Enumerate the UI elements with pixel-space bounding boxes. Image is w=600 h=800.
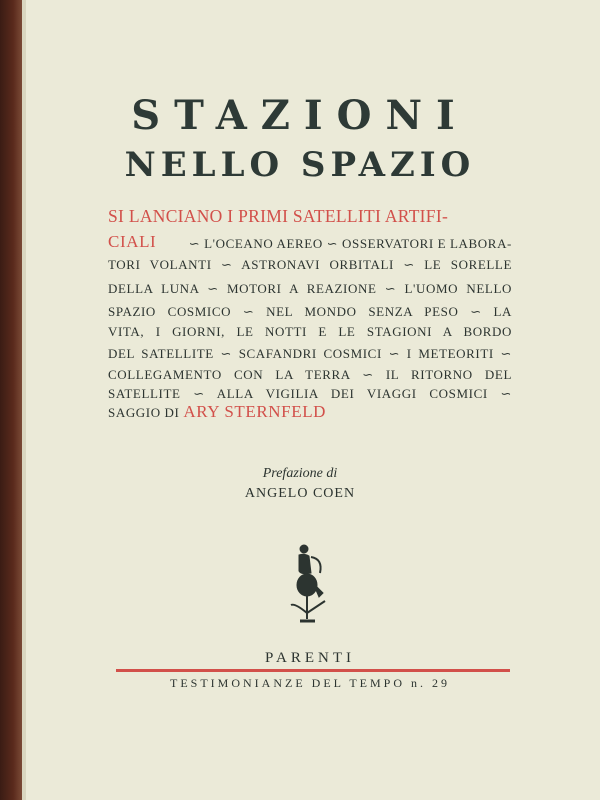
publisher-name: PARENTI (265, 650, 355, 666)
contents-line (108, 386, 512, 402)
contents-text: SPAZIO COSMICO ∽ NEL MONDO SENZA PESO ∽ LA (108, 304, 512, 319)
contents-text: DELLA LUNA ∽ MOTORI A REAZIONE ∽ L'UOMO NELLO (108, 281, 512, 296)
subtitle-red: SI LANCIANO I PRIMI SATELLITI ARTIFI- (108, 206, 449, 226)
contents-line (108, 346, 512, 362)
contents-line (108, 304, 512, 320)
contents-text: DEL SATELLITE ∽ SCAFANDRI COSMICI ∽ I METEORITI ∽ (108, 346, 512, 361)
preface-label: Prefazione di (262, 466, 338, 481)
author-name: ARY STERNFELD (183, 402, 327, 421)
contents-line (108, 324, 512, 340)
title-line-1: STAZIONI (131, 92, 469, 139)
contents-text: TORI VOLANTI ∽ ASTRONAVI ORBITALI ∽ LE SORELLE (108, 257, 512, 272)
contents-line (108, 402, 512, 422)
contents-text: VITA, I GIORNI, LE NOTTI E LE STAGIONI A BORDO (108, 324, 512, 339)
contents-line (108, 206, 512, 227)
red-rule (116, 669, 510, 672)
contents-line (108, 281, 512, 297)
contents-line (108, 257, 512, 273)
subtitle-red: CIALI (108, 232, 157, 251)
contents-text: SATELLITE ∽ ALLA VIGILIA DEI VIAGGI COSMICI ∽ (108, 386, 512, 401)
preface-author: ANGELO COEN (244, 486, 356, 501)
contents-line (108, 232, 512, 252)
series-name: TESTIMONIANZE DEL TEMPO n. 29 (170, 676, 450, 690)
publisher-emblem-icon (287, 543, 333, 625)
contents-text: SAGGIO DI (108, 405, 180, 420)
contents-text: COLLEGAMENTO CON LA TERRA ∽ IL RITORNO DEL (108, 367, 512, 382)
contents-text: ∽ L'OCEANO AEREO ∽ OSSERVATORI E LABORA- (188, 236, 512, 251)
contents-line (108, 367, 512, 383)
title-line-2: NELLO SPAZIO (124, 145, 476, 185)
